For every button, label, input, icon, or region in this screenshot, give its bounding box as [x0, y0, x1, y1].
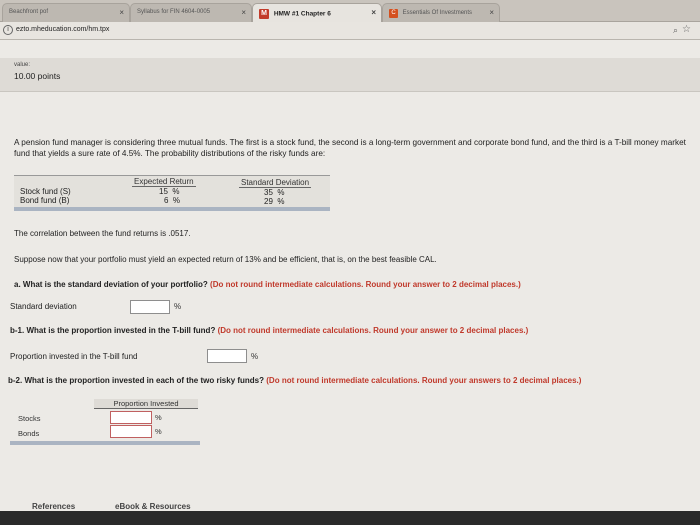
close-icon[interactable]: ×	[119, 8, 124, 17]
tbill-proportion-input[interactable]	[207, 349, 247, 363]
browser-tab-bar	[0, 0, 700, 22]
stock-standard-deviation: 35 %	[264, 188, 285, 197]
column-header-expected-return: Expected Return	[134, 177, 194, 186]
bookmark-star-icon[interactable]: ☆	[682, 24, 691, 35]
bonds-proportion-input[interactable]	[110, 425, 152, 438]
mcgraw-hill-icon: M	[259, 9, 269, 19]
zoom-icon[interactable]: ⌕	[672, 25, 678, 35]
part-b2-prompt	[8, 376, 581, 385]
references-tab[interactable]: References	[32, 502, 76, 511]
column-header-standard-deviation: Standard Deviation	[241, 178, 310, 187]
tab-label: Beachfront pof	[9, 9, 49, 15]
question-intro: A pension fund manager is considering three mutual funds. The first is a stock fund, the second is a long-term government and corporate bond fund, and the third is a T-bill money market fund that yields a sure rate of 4.5%. The probability distributions of the risky funds are:	[14, 138, 686, 158]
chegg-icon: C	[389, 9, 398, 18]
row-label-stock-fund: Stock fund (S)	[20, 187, 71, 196]
part-b1-prompt	[10, 326, 528, 335]
standard-deviation-label: Standard deviation	[10, 302, 77, 311]
tbill-proportion-label: Proportion invested in the T-bill fund	[10, 352, 138, 361]
part-b2-question: b-2. What is the proportion invested in each of the two risky funds?	[8, 376, 265, 385]
stocks-proportion-input[interactable]	[110, 411, 152, 424]
stock-expected-return: 15 %	[159, 187, 180, 196]
tab-hmw-chapter-6[interactable]	[252, 3, 382, 22]
tab-label: Essentials Of Investments	[402, 10, 473, 16]
percent-sign: %	[174, 302, 182, 311]
url-text[interactable]: ezto.mheducation.com/hm.tpx	[16, 26, 110, 33]
row-label-bonds: Bonds	[18, 429, 40, 438]
close-icon[interactable]: ×	[241, 8, 246, 17]
row-label-stocks: Stocks	[18, 414, 41, 423]
percent-sign: %	[155, 413, 162, 422]
question-value-header	[0, 58, 700, 92]
table-divider	[10, 441, 200, 445]
tab-label: Syllabus for FIN 4604-0005	[137, 9, 211, 15]
part-b1-question: b-1. What is the proportion invested in the T-bill fund?	[10, 326, 216, 335]
table-divider	[14, 207, 330, 211]
standard-deviation-input[interactable]	[130, 300, 170, 314]
tab-essentials-investments[interactable]	[382, 3, 500, 22]
value-label: value:	[14, 62, 31, 68]
footer-bar	[0, 511, 700, 525]
bond-expected-return: 6 %	[164, 196, 181, 205]
percent-sign: %	[155, 427, 162, 436]
part-b2-note: (Do not round intermediate calculations. Round your answers to 2 decimal places.)	[266, 376, 582, 385]
info-icon[interactable]: i	[3, 25, 13, 35]
tab-syllabus[interactable]	[130, 3, 252, 22]
close-icon[interactable]: ×	[489, 8, 494, 17]
tab-beachfront[interactable]	[2, 3, 130, 22]
row-label-bond-fund: Bond fund (B)	[20, 196, 70, 205]
part-a-prompt	[14, 280, 521, 289]
part-a-note: (Do not round intermediate calculations. Round your answer to 2 decimal places.)	[210, 280, 521, 289]
points-value: 10.00 points	[14, 71, 61, 81]
proportion-invested-table	[10, 399, 200, 447]
distribution-table	[14, 175, 330, 211]
percent-sign: %	[251, 352, 259, 361]
column-header-proportion-invested: Proportion Invested	[94, 399, 198, 409]
part-b1-note: (Do not round intermediate calculations. Round your answer to 2 decimal places.)	[217, 326, 529, 335]
tab-label: HMW #1 Chapter 6	[273, 10, 331, 18]
part-a-question: a. What is the standard deviation of your portfolio?	[14, 280, 208, 289]
ebook-resources-tab[interactable]: eBook & Resources	[115, 502, 191, 511]
correlation-text: The correlation between the fund returns is .0517.	[14, 229, 191, 238]
suppose-text: Suppose now that your portfolio must yield an expected return of 13% and be efficient, that is, on the best feasible CAL.	[14, 255, 437, 264]
close-icon[interactable]: ×	[371, 8, 376, 17]
address-bar[interactable]	[0, 22, 700, 40]
page-content	[0, 40, 700, 525]
bond-standard-deviation: 29 %	[264, 197, 285, 206]
